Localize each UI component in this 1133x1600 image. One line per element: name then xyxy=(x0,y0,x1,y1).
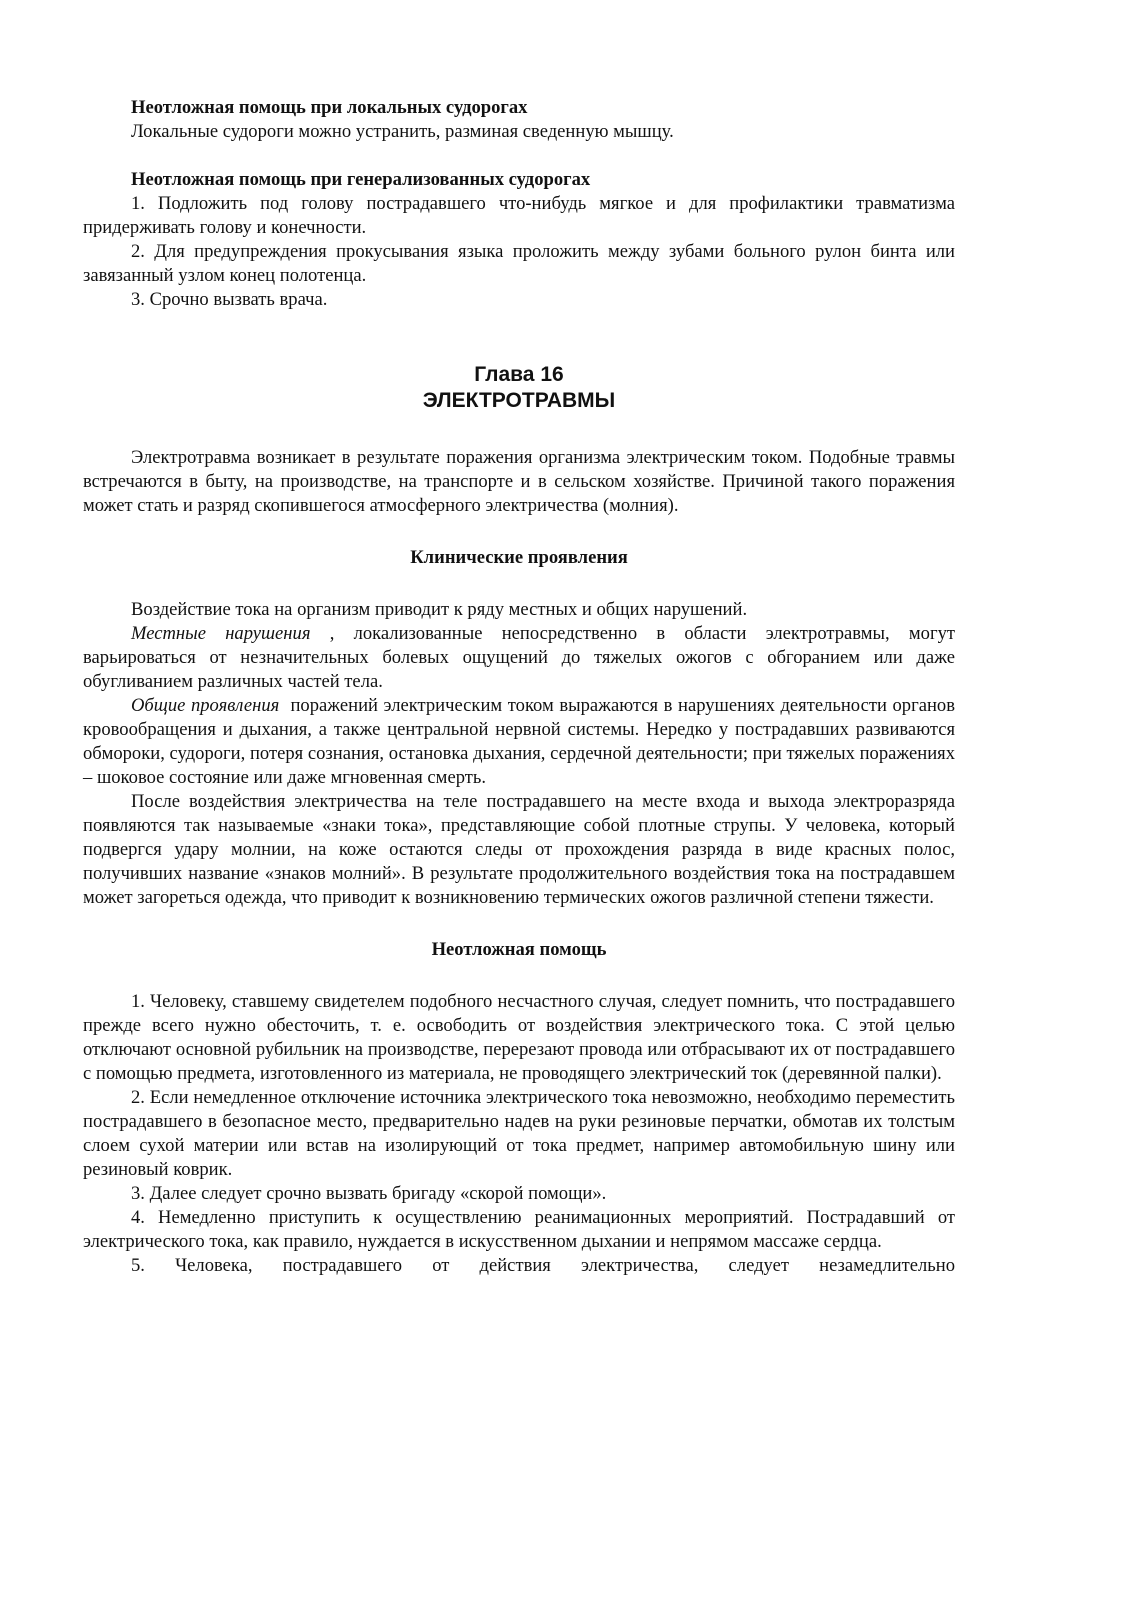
local-disorders-text: , локализованные непосредственно в области электротравмы, могут варьироваться от незначительных болевых ощущений до тяжелых ожогов с обгоранием или даже обугливанием различных частей тела. xyxy=(83,623,955,692)
general-cramps-item-2: 2. Для предупреждения прокусывания языка проложить между зубами больного рулон бинта или завязанный узлом конец полотенца. xyxy=(83,241,955,286)
spacer xyxy=(83,414,955,446)
spacer xyxy=(83,312,955,362)
spacer xyxy=(83,144,955,168)
general-cramps-item-3: 3. Срочно вызвать врача. xyxy=(131,289,328,310)
clinical-paragraph-3 xyxy=(83,694,960,790)
chapter-number: Глава 16 xyxy=(474,363,564,386)
general-manifestations-text: поражений электрическим током выражаются в нарушениях деятельности органов кровообращения и дыхания, а также центральной нервной системы. Нередко у пострадавших развиваются обмороки, судороги, потеря сознания, остановка дыхания, сердечной деятельности; при тяжелых поражениях – шоковое состояние или даже мгновенная смерть. xyxy=(83,695,960,788)
first-aid-item-4: 4. Немедленно приступить к осуществлению реанимационных мероприятий. Пострадавший от электрического тока, как правило, нуждается в искусственном дыхании и непрямом массаже сердца. xyxy=(83,1207,955,1252)
spacer xyxy=(83,962,955,990)
clinical-paragraph-4: После воздействия электричества на теле пострадавшего на месте входа и выхода электроразряда появляются так называемые «знаки тока», представляющие собой плотные струпы. У человека, который подвергся удару молнии, на коже остаются следы от прохождения разряда в виде красных полос, получивших название «знаков молний». В результате продолжительного воздействия тока на пострадавшем может загореться одежда, что приводит к возникновению термических ожогов различной степени тяжести. xyxy=(83,791,955,908)
clinical-heading: Клинические проявления xyxy=(410,547,628,568)
chapter-title: ЭЛЕКТРОТРАВМЫ xyxy=(422,389,616,412)
first-aid-item-3: 3. Далее следует срочно вызвать бригаду «скорой помощи». xyxy=(131,1183,607,1204)
local-cramps-heading: Неотложная помощь при локальных судорогах xyxy=(131,97,528,118)
first-aid-item-1: 1. Человеку, ставшему свидетелем подобного несчастного случая, следует помнить, что пострадавшего прежде всего нужно обесточить, т. е. освободить от воздействия электрического тока. С этой целью отключают основной рубильник на производстве, перерезают провода или отбрасывают их от пострадавшего с помощью предмета, изготовленного из материала, не проводящего электрический ток (деревянной палки). xyxy=(83,991,955,1084)
first-aid-heading: Неотложная помощь xyxy=(431,939,607,960)
chapter-intro: Электротравма возникает в результате поражения организма электрическим током. Подобные травмы встречаются в быту, на производстве, на транспорте и в сельском хозяйстве. Причиной такого поражения может стать и разряд скопившегося атмосферного электричества (молния). xyxy=(83,447,955,516)
spacer xyxy=(83,518,955,546)
first-aid-item-5: 5. Человека, пострадавшего от действия электричества, следует незамедлительно xyxy=(131,1255,955,1276)
general-cramps-heading: Неотложная помощь при генерализованных судорогах xyxy=(131,169,591,190)
document-page xyxy=(83,96,960,1278)
first-aid-item-2: 2. Если немедленное отключение источника электрического тока невозможно, необходимо переместить пострадавшего в безопасное место, предварительно надев на руки резиновые перчатки, обмотав их толстым слоем сухой материи или встав на изолирующий от тока предмет, например автомобильную шину или резиновый коврик. xyxy=(83,1087,955,1180)
general-manifestations-term: Общие проявления xyxy=(131,695,280,716)
general-cramps-item-1: 1. Подложить под голову пострадавшего что-нибудь мягкое и для профилактики травматизма придерживать голову и конечности. xyxy=(83,193,955,238)
spacer xyxy=(83,910,955,938)
clinical-paragraph-1: Воздействие тока на организм приводит к ряду местных и общих нарушений. xyxy=(131,599,748,620)
local-cramps-text: Локальные судороги можно устранить, разминая сведенную мышцу. xyxy=(131,121,674,142)
clinical-paragraph-2 xyxy=(83,622,955,694)
spacer xyxy=(83,570,955,598)
local-disorders-term: Местные нарушения xyxy=(131,623,311,644)
